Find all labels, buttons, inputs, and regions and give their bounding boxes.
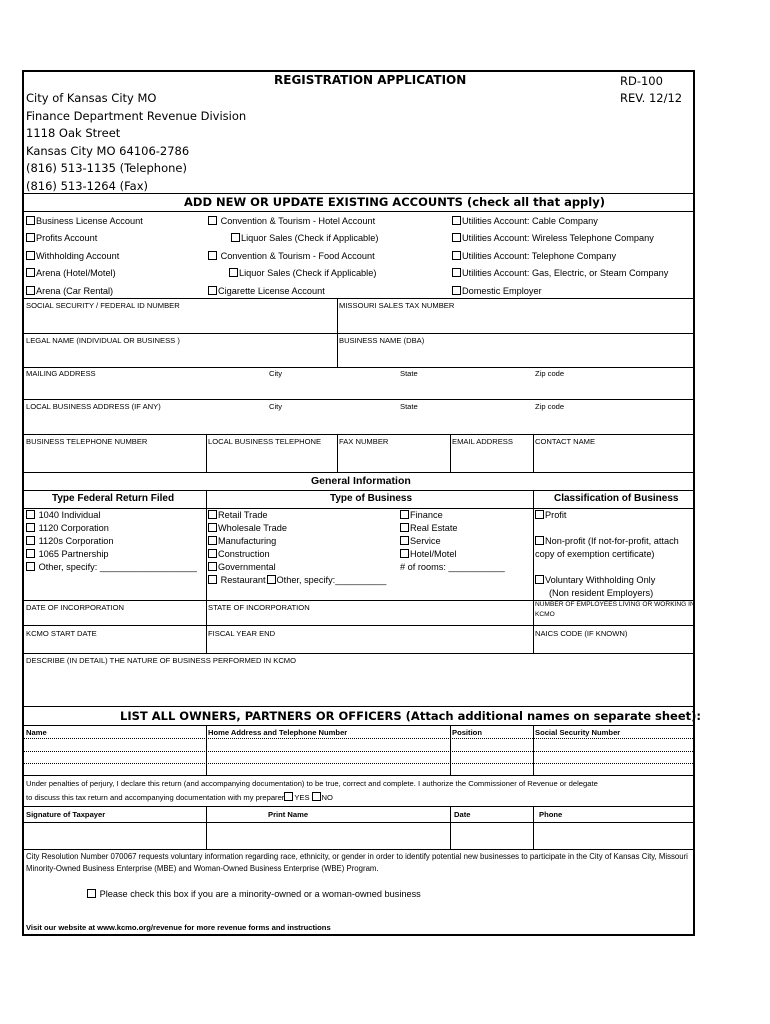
owners-title: LIST ALL OWNERS, PARTNERS OR OFFICERS (Attach additional names on separate sheet): bbox=[120, 709, 702, 723]
checkbox[interactable] bbox=[26, 523, 35, 532]
account-arena-car[interactable]: Arena (Car Rental) bbox=[26, 285, 113, 298]
employees-field-kcmo: KCMO bbox=[535, 611, 555, 618]
checkbox[interactable] bbox=[26, 510, 35, 519]
checkbox[interactable] bbox=[535, 510, 544, 519]
checkbox[interactable] bbox=[452, 216, 461, 225]
mailing-city-field[interactable]: City bbox=[269, 369, 283, 378]
form-revision: REV. 12/12 bbox=[620, 91, 683, 105]
return-other[interactable]: Other, specify: ___________________ bbox=[26, 561, 197, 574]
account-liquor-hotel[interactable]: Liquor Sales (Check if Applicable) bbox=[231, 232, 378, 245]
account-arena-hotel[interactable]: Arena (Hotel/Motel) bbox=[26, 267, 116, 280]
dba-field[interactable]: BUSINESS NAME (DBA) bbox=[339, 336, 425, 345]
owners-col-address: Home Address and Telephone Number bbox=[208, 728, 348, 737]
class-withholding-note: (Non resident Employers) bbox=[549, 588, 654, 598]
agency-telephone: (816) 513-1135 (Telephone) bbox=[26, 161, 187, 175]
phone-label: Phone bbox=[539, 810, 563, 819]
class-profit[interactable]: Profit bbox=[535, 509, 566, 522]
business-restaurant[interactable]: Restaurant Other, specify:__________ bbox=[208, 574, 386, 587]
return-type-heading: Type Federal Return Filed bbox=[52, 493, 175, 504]
class-nonprofit-note: copy of exemption certificate) bbox=[535, 549, 655, 559]
account-profits[interactable]: Profits Account bbox=[26, 232, 97, 245]
account-util-cable[interactable]: Utilities Account: Cable Company bbox=[452, 215, 598, 228]
business-wholesale[interactable]: Wholesale Trade bbox=[208, 522, 287, 535]
kcmo-start-field[interactable]: KCMO START DATE bbox=[26, 629, 97, 638]
mailing-zip-field[interactable]: Zip code bbox=[535, 369, 565, 378]
agency-city: Kansas City MO 64106-2786 bbox=[26, 143, 190, 158]
business-type-heading: Type of Business bbox=[330, 493, 413, 504]
agency-division: Finance Department Revenue Division bbox=[26, 108, 247, 123]
class-withholding[interactable]: Voluntary Withholding Only bbox=[535, 574, 655, 587]
checkbox[interactable] bbox=[26, 268, 35, 277]
checkbox[interactable] bbox=[208, 523, 217, 532]
business-manufacturing[interactable]: Manufacturing bbox=[208, 535, 276, 548]
state-incorporation-field[interactable]: STATE OF INCORPORATION bbox=[208, 603, 310, 612]
mailing-address-field[interactable]: MAILING ADDRESS bbox=[26, 369, 96, 378]
checkbox[interactable] bbox=[208, 251, 217, 260]
preparer-no-checkbox[interactable] bbox=[312, 792, 321, 801]
ssn-field[interactable]: SOCIAL SECURITY / FEDERAL ID NUMBER bbox=[26, 301, 180, 310]
business-phone-field[interactable]: BUSINESS TELEPHONE NUMBER bbox=[26, 437, 148, 446]
class-nonprofit[interactable]: Non-profit (If not-for-profit, attach bbox=[535, 535, 679, 548]
perjury-line-2: to discuss this tax return and accompanying documentation with my preparer YES NO bbox=[26, 793, 333, 802]
checkbox[interactable] bbox=[26, 251, 35, 260]
rooms-field[interactable]: # of rooms: ___________ bbox=[400, 562, 505, 572]
checkbox[interactable] bbox=[26, 216, 35, 225]
account-cigarette[interactable]: Cigarette License Account bbox=[208, 285, 325, 298]
account-business-license[interactable]: Business License Account bbox=[26, 215, 143, 228]
account-util-gas[interactable]: Utilities Account: Gas, Electric, or Steam Company bbox=[452, 267, 668, 280]
signature-label: Signature of Taxpayer bbox=[26, 810, 106, 819]
checkbox[interactable] bbox=[452, 251, 461, 260]
local-phone-field[interactable]: LOCAL BUSINESS TELEPHONE bbox=[208, 437, 322, 446]
checkbox[interactable] bbox=[208, 575, 217, 584]
checkbox[interactable] bbox=[208, 286, 217, 295]
checkbox[interactable] bbox=[535, 575, 544, 584]
preparer-yes-checkbox[interactable] bbox=[284, 792, 293, 801]
checkbox[interactable] bbox=[26, 286, 35, 295]
mo-tax-field[interactable]: MISSOURI SALES TAX NUMBER bbox=[339, 301, 455, 310]
checkbox[interactable] bbox=[267, 575, 276, 584]
fiscal-year-field[interactable]: FISCAL YEAR END bbox=[208, 629, 276, 638]
checkbox[interactable] bbox=[452, 268, 461, 277]
resolution-text: City Resolution Number 070067 requests voluntary information regarding race, ethnicity, or gender in order to identify potential new businesses to participate in the City of Kansas City, Missouri Minority-Owned Business Enterprise (MBE) and Woman-Owned Business Enterprise (WBE) Program. bbox=[26, 852, 688, 873]
business-real-estate[interactable]: Real Estate bbox=[400, 522, 458, 535]
agency-street: 1118 Oak Street bbox=[26, 126, 121, 140]
checkbox[interactable] bbox=[26, 233, 35, 242]
print-name-label: Print Name bbox=[268, 810, 309, 819]
accounts-title: ADD NEW OR UPDATE EXISTING ACCOUNTS (check all that apply) bbox=[184, 195, 605, 209]
business-hotel[interactable]: Hotel/Motel bbox=[400, 548, 456, 561]
print-name-field[interactable] bbox=[207, 823, 450, 849]
checkbox[interactable] bbox=[26, 549, 35, 558]
email-field[interactable]: EMAIL ADDRESS bbox=[452, 437, 513, 446]
owners-col-position: Position bbox=[452, 728, 482, 737]
date-incorporation-field[interactable]: DATE OF INCORPORATION bbox=[26, 603, 125, 612]
checkbox[interactable] bbox=[452, 233, 461, 242]
checkbox[interactable] bbox=[26, 536, 35, 545]
describe-business-field[interactable]: DESCRIBE (IN DETAIL) THE NATURE OF BUSINESS PERFORMED IN KCMO bbox=[26, 656, 297, 665]
business-finance[interactable]: Finance bbox=[400, 509, 443, 522]
business-service[interactable]: Service bbox=[400, 535, 441, 548]
form-title: REGISTRATION APPLICATION bbox=[274, 73, 467, 87]
account-domestic-employer[interactable]: Domestic Employer bbox=[452, 285, 542, 298]
return-1065[interactable]: 1065 Partnership bbox=[26, 548, 109, 561]
naics-field[interactable]: NAICS CODE (IF KNOWN) bbox=[535, 629, 628, 638]
mailing-state-field[interactable]: State bbox=[400, 369, 418, 378]
account-conv-food[interactable]: Convention & Tourism - Food Account bbox=[208, 250, 375, 263]
agency-name: City of Kansas City MO bbox=[26, 91, 157, 105]
checkbox[interactable] bbox=[229, 268, 238, 277]
fax-field[interactable]: FAX NUMBER bbox=[339, 437, 389, 446]
checkbox[interactable] bbox=[400, 523, 409, 532]
footer-website[interactable]: Visit our website at www.kcmo.org/revenue for more revenue forms and instructions bbox=[26, 923, 331, 932]
checkbox[interactable] bbox=[400, 549, 409, 558]
return-1040[interactable]: 1040 Individual bbox=[26, 509, 100, 522]
account-liquor-food[interactable]: Liquor Sales (Check if Applicable) bbox=[229, 267, 376, 280]
checkbox[interactable] bbox=[26, 562, 35, 571]
contact-field[interactable]: CONTACT NAME bbox=[535, 437, 596, 446]
business-construction[interactable]: Construction bbox=[208, 548, 270, 561]
checkbox[interactable] bbox=[208, 536, 217, 545]
minority-owned-option[interactable]: Please check this box if you are a minority-owned or a woman-owned business bbox=[87, 888, 421, 901]
employees-field[interactable]: NUMBER OF EMPLOYEES LIVING OR WORKING IN bbox=[535, 601, 695, 608]
local-city-field[interactable]: City bbox=[269, 402, 283, 411]
local-address-field[interactable]: LOCAL BUSINESS ADDRESS (IF ANY) bbox=[26, 402, 161, 411]
classification-heading: Classification of Business bbox=[554, 493, 679, 504]
return-1120[interactable]: 1120 Corporation bbox=[26, 522, 109, 535]
signature-field[interactable] bbox=[24, 823, 206, 849]
minority-owned-checkbox[interactable] bbox=[87, 889, 96, 898]
checkbox[interactable] bbox=[208, 562, 217, 571]
business-governmental[interactable]: Governmental bbox=[208, 561, 276, 574]
date-field[interactable] bbox=[451, 823, 533, 849]
general-info-title: General Information bbox=[311, 475, 411, 487]
checkbox[interactable] bbox=[208, 549, 217, 558]
perjury-line-1: Under penalties of perjury, I declare this return (and accompanying documentation) to be true, correct and complete. I authorize the Commissioner of Revenue or delegate bbox=[26, 779, 598, 788]
date-label: Date bbox=[454, 810, 471, 819]
account-util-telephone[interactable]: Utilities Account: Telephone Company bbox=[452, 250, 616, 263]
checkbox[interactable] bbox=[231, 233, 240, 242]
local-zip-field[interactable]: Zip code bbox=[535, 402, 565, 411]
agency-fax: (816) 513-1264 (Fax) bbox=[26, 178, 148, 193]
checkbox[interactable] bbox=[400, 510, 409, 519]
account-util-wireless[interactable]: Utilities Account: Wireless Telephone Company bbox=[452, 232, 654, 245]
phone-field[interactable] bbox=[534, 823, 695, 849]
owners-col-name: Name bbox=[26, 728, 47, 737]
owners-col-ssn: Social Security Number bbox=[535, 728, 621, 737]
checkbox[interactable] bbox=[400, 536, 409, 545]
local-state-field[interactable]: State bbox=[400, 402, 418, 411]
checkbox[interactable] bbox=[208, 510, 217, 519]
legal-name-field[interactable]: LEGAL NAME (INDIVIDUAL OR BUSINESS ) bbox=[26, 336, 180, 345]
business-retail[interactable]: Retail Trade bbox=[208, 509, 268, 522]
account-withholding[interactable]: Withholding Account bbox=[26, 250, 119, 263]
form-number: RD-100 bbox=[620, 74, 663, 88]
checkbox[interactable] bbox=[535, 536, 544, 545]
account-conv-hotel[interactable]: Convention & Tourism - Hotel Account bbox=[208, 215, 375, 228]
checkbox[interactable] bbox=[452, 286, 461, 295]
registration-form bbox=[22, 70, 702, 936]
checkbox[interactable] bbox=[208, 216, 217, 225]
return-1120s[interactable]: 1120s Corporation bbox=[26, 535, 113, 548]
